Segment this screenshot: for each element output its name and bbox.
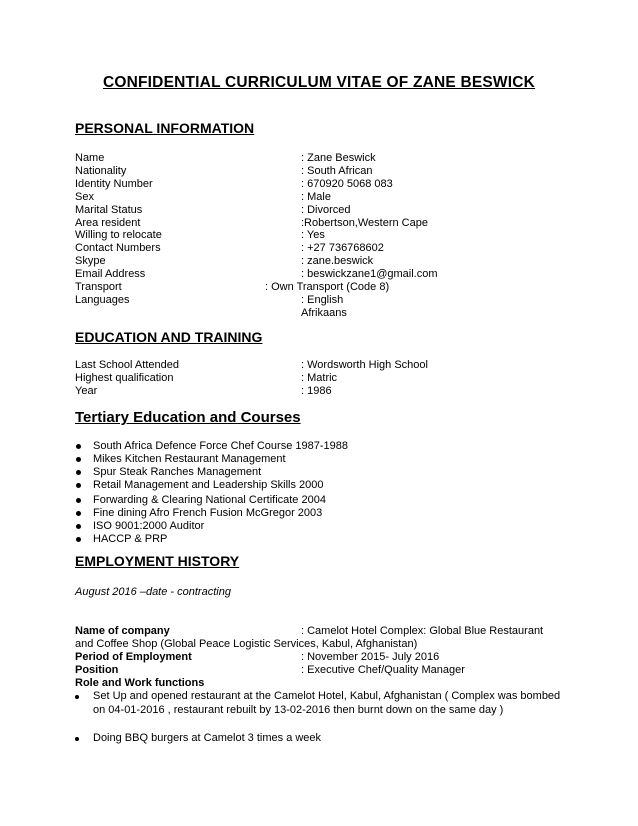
duty-item: Doing BBQ burgers at Camelot 3 times a week (93, 732, 322, 744)
document-title: CONFIDENTIAL CURRICULUM VITAE OF ZANE BESWICK (102, 74, 536, 91)
personal-info-label: Contact Numbers (75, 242, 161, 255)
personal-info-value: : beswickzane1@gmail.com (301, 268, 438, 281)
course-item (75, 453, 348, 466)
personal-info-label: Nationality (75, 164, 127, 177)
personal-info-label: Skype (75, 255, 106, 268)
bullet-icon (76, 537, 81, 542)
duty-bullet (75, 695, 79, 699)
education-value: : Matric (301, 371, 338, 384)
bullet-icon (76, 524, 81, 529)
personal-info-label: Area resident (75, 216, 141, 229)
employment-period-note: August 2016 –date - contracting (75, 586, 231, 598)
course-item-label: Forwarding & Clearing National Certificate 2004 (93, 494, 326, 506)
personal-info-value: : 670920 5068 083 (301, 177, 393, 190)
period-label: Period of Employment (75, 651, 192, 663)
bullet-icon (76, 444, 81, 449)
bullet-icon (76, 483, 81, 488)
role-label: Role and Work functions (75, 677, 205, 689)
personal-info-value: : zane.beswick (301, 255, 374, 268)
course-item-label: ISO 9001:2000 Auditor (93, 520, 205, 532)
course-item-label: Retail Management and Leadership Skills 2000 (93, 479, 324, 491)
course-item (75, 494, 348, 507)
personal-info-value: : Zane Beswick (301, 152, 376, 164)
education-label: Last School Attended (75, 359, 179, 371)
personal-info-value: : Divorced (301, 203, 351, 216)
bullet-icon (76, 511, 81, 516)
employment-heading: EMPLOYMENT HISTORY (75, 553, 240, 569)
course-item (75, 507, 348, 520)
personal-info-value: : Own Transport (Code 8) (265, 281, 390, 293)
bullet-icon (76, 470, 81, 475)
course-item-label: HACCP & PRP (93, 533, 168, 545)
course-item (75, 440, 348, 453)
personal-info-label: Name (75, 152, 105, 164)
personal-info-label: Email Address (75, 268, 146, 281)
personal-info-value: Afrikaans (301, 306, 347, 319)
period-value: : November 2015- July 2016 (301, 651, 440, 663)
personal-info-value: : +27 736768602 (301, 242, 384, 255)
course-item-label: Spur Steak Ranches Management (93, 466, 262, 478)
bullet-icon (76, 457, 81, 462)
personal-info-value: :Robertson,Western Cape (301, 216, 428, 229)
company-continuation: and Coffee Shop (Global Peace Logistic Services, Kabul, Afghanistan) (75, 638, 418, 650)
education-value: : 1986 (301, 384, 332, 397)
course-item (75, 520, 348, 533)
personal-info-value: : South African (301, 164, 373, 177)
personal-info-label: Sex (75, 190, 94, 203)
tertiary-course-list (75, 440, 348, 546)
duty-bullet (75, 737, 79, 741)
bullet-icon (76, 498, 81, 503)
education-heading: EDUCATION AND TRAINING (75, 329, 263, 345)
duty-item: Set Up and opened restaurant at the Camelot Hotel, Kabul, Afghanistan ( Complex was bombed on 04-01-2016 , restaurant rebuilt by 13-02-2016 then burnt down on the same day ) (93, 690, 561, 716)
personal-information-heading: PERSONAL INFORMATION (75, 120, 255, 136)
course-item (75, 479, 348, 492)
education-label: Year (75, 384, 98, 397)
personal-info-value: : Male (301, 190, 331, 203)
personal-info-value: : Yes (301, 229, 325, 242)
education-label: Highest qualification (75, 371, 174, 384)
personal-info-label: Languages (75, 293, 130, 306)
education-value: : Wordsworth High School (301, 359, 428, 371)
position-label: Position (75, 664, 119, 676)
personal-info-label: Marital Status (75, 203, 143, 216)
company-label: Name of company (75, 625, 170, 637)
position-value: : Executive Chef/Quality Manager (301, 664, 465, 676)
course-item (75, 466, 348, 479)
course-item (75, 533, 348, 546)
course-item-label: Mikes Kitchen Restaurant Management (93, 453, 286, 465)
course-item-label: South Africa Defence Force Chef Course 1987-1988 (93, 440, 348, 452)
company-value: : Camelot Hotel Complex: Global Blue Restaurant (301, 625, 544, 637)
personal-info-label: Willing to relocate (75, 229, 162, 242)
personal-info-label: Identity Number (75, 177, 153, 190)
tertiary-heading: Tertiary Education and Courses (75, 409, 301, 426)
course-item-label: Fine dining Afro French Fusion McGregor 2003 (93, 507, 323, 519)
personal-info-label: Transport (75, 281, 122, 293)
personal-info-value: : English (301, 293, 344, 306)
